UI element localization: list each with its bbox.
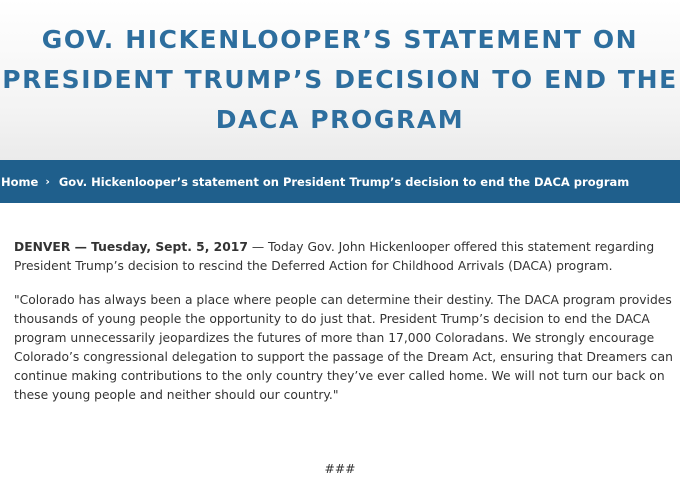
intro-text: — Today Gov. John Hickenlooper offered this statement regarding President Trump’s decision to rescind the Deferred Action for Childhood Arrivals (DACA) program.	[14, 240, 655, 273]
breadcrumb	[0, 160, 680, 203]
dateline: DENVER — Tuesday, Sept. 5, 2017	[14, 240, 248, 254]
intro-paragraph	[14, 238, 674, 276]
end-mark: ###	[324, 462, 356, 476]
page-title	[0, 20, 680, 140]
page-header	[0, 0, 680, 160]
breadcrumb-current-page: Gov. Hickenlooper’s statement on President Trump’s decision to end the DACA program	[58, 174, 630, 189]
breadcrumb-home-link[interactable]: Home	[1, 174, 39, 189]
chevron-right-icon: ›	[45, 175, 50, 188]
page-title-line-3: DACA PROGRAM	[215, 105, 465, 134]
page-title-line-1: GOV. HICKENLOOPER’S STATEMENT ON	[41, 25, 639, 54]
quote-paragraph: "Colorado has always been a place where people can determine their destiny. The DACA program provides thousands of young people the opportunity to do just that. President Trump’s decision to end the DACA program unnecessarily jeopardizes the futures of more than 17,000 Coloradans. We strongly encourage Colorado’s congressional delegation to support the passage of the Dream Act, ensuring that Dreamers can continue making contributions to the only country they’ve ever called home. We will not turn our back on these young people and neither should our country."	[14, 293, 673, 402]
page-title-line-2: PRESIDENT TRUMP’S DECISION TO END THE	[2, 65, 678, 94]
article-body	[14, 238, 674, 420]
